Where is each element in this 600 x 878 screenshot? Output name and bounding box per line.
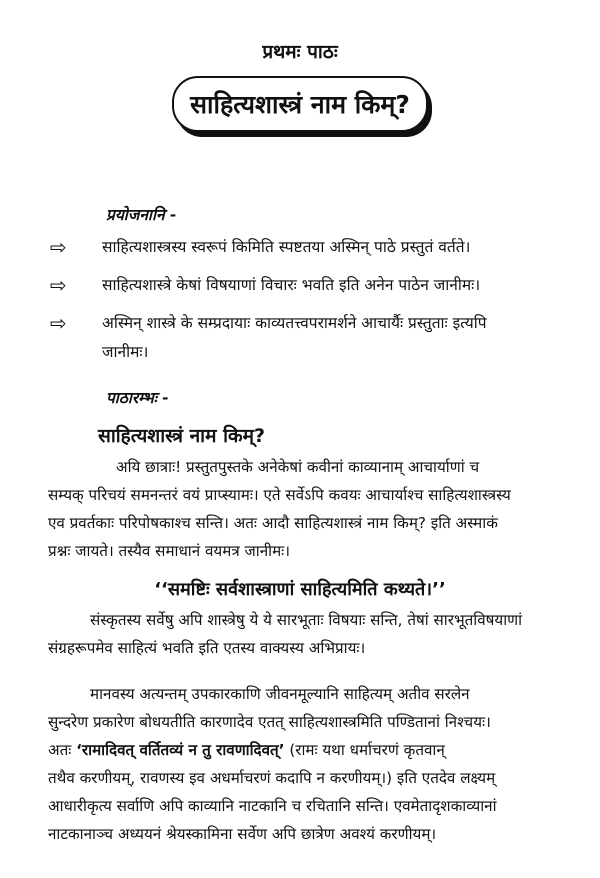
- quote-verse: ‘‘समष्टिः सर्वशास्त्राणां साहित्यमिति कथ्यते।’’: [154, 579, 446, 600]
- lesson-title: साहित्यशास्त्रं नाम किम्?: [190, 90, 410, 119]
- arrow-outline-right-icon: ⇨: [50, 311, 67, 335]
- paragraph-line: आधारीकृत्य सर्वाणि अपि काव्यानि नाटकानि च रचितानि सन्ति। एवमेतादृशकाव्यानां: [48, 797, 497, 815]
- arrow-outline-right-icon: ⇨: [50, 235, 67, 259]
- paragraph-explanation: [48, 606, 560, 662]
- lesson-number: प्रथमः पाठः: [262, 41, 338, 63]
- objective-line: साहित्यशास्त्रे केषां विषयाणां विचारः भवति इति अनेन पाठेन जानीमः।: [102, 276, 481, 294]
- paragraph-line: मानवस्य अत्यन्तम् उपकारकाणि जीवनमूल्यानि साहित्यम् अतीव सरलेन: [90, 685, 470, 703]
- paragraph-line: एव प्रवर्तकाः परिपोषकाश्च सन्ति। अतः आदौ साहित्यशास्त्रं नाम किम्? इति अस्माकं: [48, 514, 498, 532]
- paragraph-intro: [48, 453, 560, 565]
- lesson-subheading: साहित्यशास्त्रं नाम किम्?: [98, 425, 265, 447]
- objective-line: साहित्यशास्त्रस्य स्वरूपं किमिति स्पष्टतया अस्मिन् पाठे प्रस्तुतं वर्तते।: [102, 238, 471, 256]
- paragraph-line: प्रश्नः जायते। तस्यैव समाधानं वयमत्र जानीमः।: [48, 542, 291, 560]
- paragraph-line: संस्कृतस्य सर्वेषु अपि शास्त्रेषु ये ये सारभूताः विषयाः सन्ति, तेषां सारभूतविषयाणां: [90, 611, 523, 629]
- objective-line: अस्मिन् शास्त्रे के सम्प्रदायाः काव्यतत्त्वपरामर्शने आचार्यैः प्रस्तुताः इत्यपि: [102, 314, 487, 332]
- paragraph-purpose: [48, 680, 560, 848]
- maxim-bold: ‘रामादिवत् वर्तितव्यं न तु रावणादिवत्’: [76, 741, 285, 759]
- paragraph-line: अयि छात्राः! प्रस्तुतपुस्तके अनेकेषां कवीनां काव्यानाम् आचार्याणां च: [116, 458, 480, 476]
- paragraph-line: संग्रहरूपमेव साहित्यं भवति इति एतस्य वाक्यस्य अभिप्रायः।: [48, 639, 366, 657]
- paragraph-line: तथैव करणीयम्, रावणस्य इव अधर्माचरणं कदापि न करणीयम्।) इति एतदेव लक्ष्यम्: [48, 769, 496, 787]
- lesson-title-box: [172, 76, 428, 132]
- arrow-outline-right-icon: ⇨: [50, 273, 67, 297]
- paragraph-line: सुन्दरेण प्रकारेण बोधयतीति कारणादेव एतत् साहित्यशास्त्रमिति पण्डितानां निश्चयः।: [48, 713, 491, 731]
- paragraph-line: [48, 736, 560, 764]
- paragraph-line: सम्यक् परिचयं समनन्तरं वयं प्राप्स्यामः। एते सर्वेऽपि कवयः आचार्याश्च साहित्यशास्त्रस्य: [48, 486, 511, 504]
- lesson-start-heading: पाठारम्भः -: [106, 389, 169, 407]
- objective-line: जानीमः।: [102, 343, 149, 361]
- text-suffix: (रामः यथा धर्माचरणं कृतवान्: [284, 741, 445, 759]
- text-prefix: अतः: [48, 741, 77, 759]
- objectives-heading: प्रयोजनानि -: [106, 206, 177, 224]
- paragraph-line: नाटकानाञ्च अध्ययनं श्रेयस्कामिना सर्वेण अपि छात्रेण अवश्यं करणीयम्।: [48, 825, 437, 843]
